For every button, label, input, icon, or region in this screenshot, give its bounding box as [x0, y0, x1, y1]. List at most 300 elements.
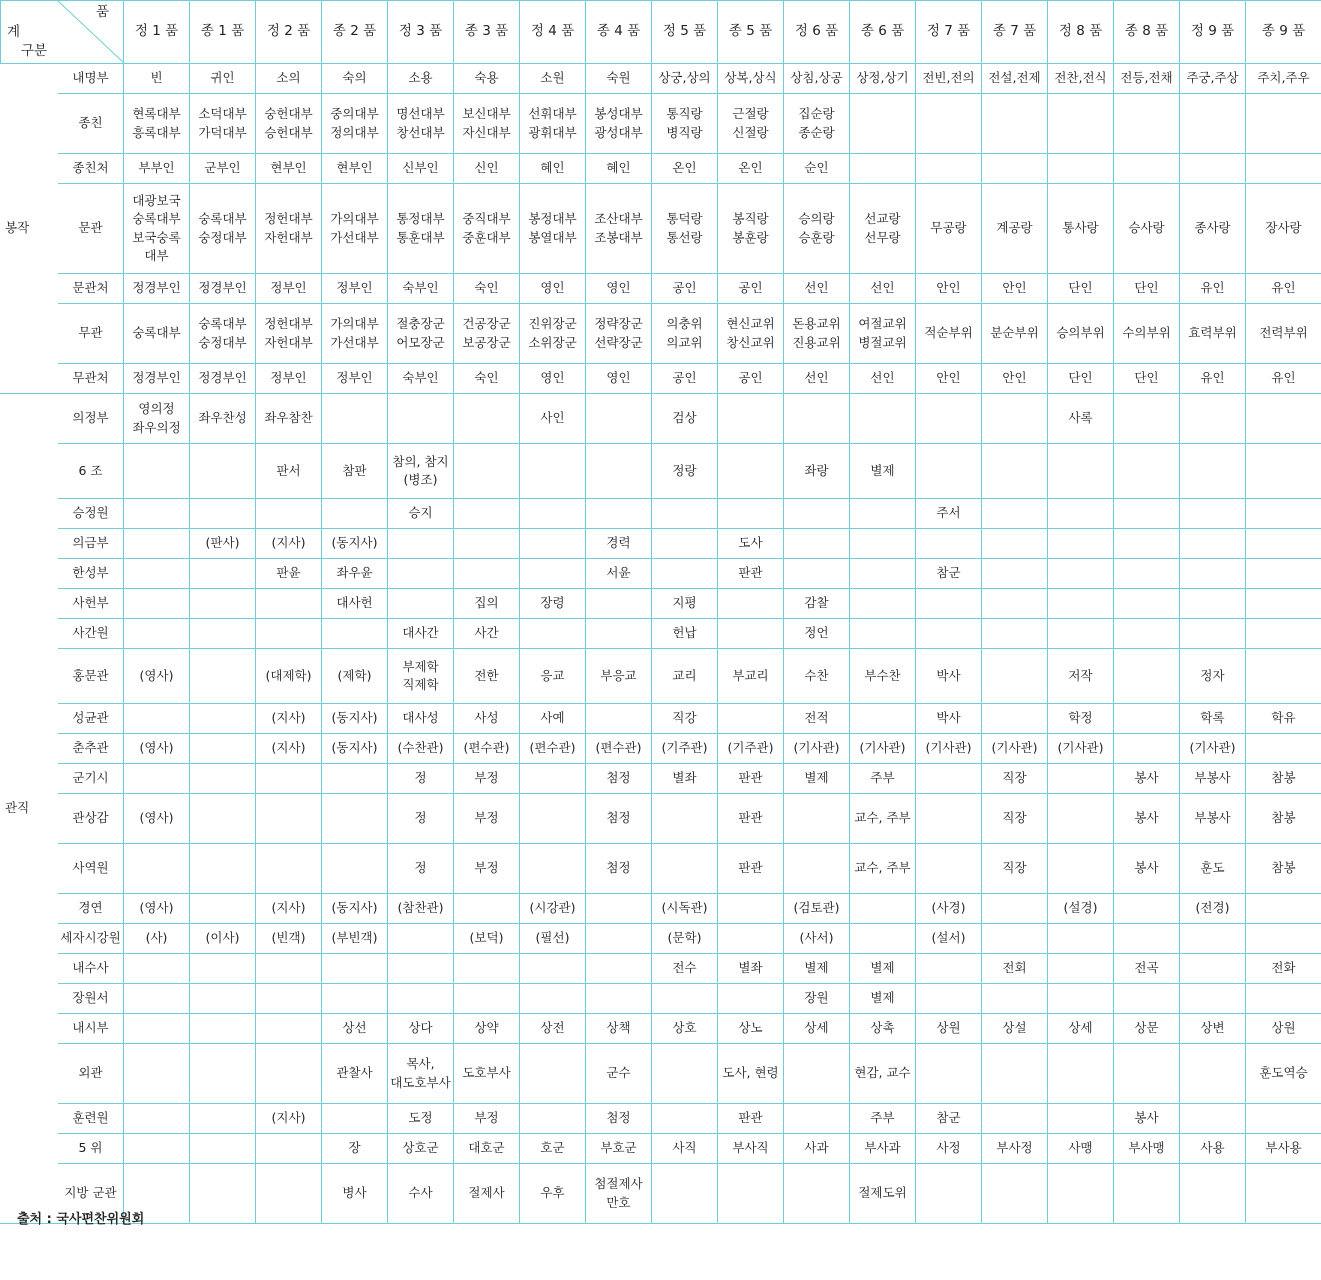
table-cell [190, 794, 256, 844]
table-cell: 좌랑 [784, 444, 850, 499]
table-cell [1180, 559, 1246, 589]
table-cell [1180, 529, 1246, 559]
grade-header: 정 2 품 [256, 1, 322, 64]
row-label: 한성부 [58, 559, 124, 589]
table-cell: (기사관) [850, 734, 916, 764]
row-label: 지방 군관 [58, 1164, 124, 1224]
table-cell [256, 1134, 322, 1164]
table-cell [850, 529, 916, 559]
table-cell [124, 619, 190, 649]
table-cell: (기주관) [652, 734, 718, 764]
table-cell: 사예 [520, 704, 586, 734]
table-cell: 학록 [1180, 704, 1246, 734]
table-cell [190, 704, 256, 734]
table-cell: (지사) [256, 1104, 322, 1134]
table-cell: 주서 [916, 499, 982, 529]
table-cell: 전수 [652, 954, 718, 984]
table-cell [190, 444, 256, 499]
table-cell [124, 94, 190, 154]
cell-line: 병직랑 [666, 124, 703, 140]
row-label: 사헌부 [58, 589, 124, 619]
table-cell [322, 499, 388, 529]
table-cell [1246, 444, 1321, 499]
table-cell: 판윤 [256, 559, 322, 589]
cell-line: 숭정대부 [198, 229, 247, 245]
table-cell [1246, 154, 1321, 184]
table-cell: 상세 [784, 1014, 850, 1044]
table-cell [850, 304, 916, 364]
table-cell: 공인 [652, 274, 718, 304]
table-cell [322, 1104, 388, 1134]
table-cell [1180, 1044, 1246, 1104]
table-cell: (기사관) [1048, 734, 1114, 764]
row-label: 의정부 [58, 394, 124, 444]
table-cell: 사성 [454, 704, 520, 734]
table-cell: 정경부인 [190, 364, 256, 394]
table-cell: 군부인 [190, 154, 256, 184]
table-cell: 숙의 [322, 64, 388, 94]
table-row [1, 984, 1321, 1014]
table-cell: 혜인 [520, 154, 586, 184]
table-cell [1048, 844, 1114, 894]
cell-line: 봉직랑 [732, 211, 769, 227]
table-row [1, 64, 1321, 94]
table-cell [586, 1164, 652, 1224]
cell-line: 통직랑 [666, 106, 703, 122]
table-cell [520, 304, 586, 364]
cell-line: 병절교위 [858, 334, 907, 350]
table-cell: 정자 [1180, 649, 1246, 704]
table-cell: 좌우윤 [322, 559, 388, 589]
table-cell: 영인 [586, 364, 652, 394]
table-cell [982, 1044, 1048, 1104]
table-cell: 전찬,전식 [1048, 64, 1114, 94]
table-cell [982, 499, 1048, 529]
table-cell: 좌우참찬 [256, 394, 322, 444]
table-cell: 직강 [652, 704, 718, 734]
table-cell: 소원 [520, 64, 586, 94]
table-cell: 첨정 [586, 794, 652, 844]
table-cell: 지평 [652, 589, 718, 619]
table-cell: 정 [388, 844, 454, 894]
table-cell [784, 1104, 850, 1134]
table-cell: (시독관) [652, 894, 718, 924]
cell-line: 정헌대부 [264, 316, 313, 332]
table-cell [586, 894, 652, 924]
table-cell [982, 894, 1048, 924]
table-cell [1180, 954, 1246, 984]
cell-line: 가의대부 [330, 211, 379, 227]
table-cell [1048, 984, 1114, 1014]
grade-header: 종 1 품 [190, 1, 256, 64]
table-cell: 판관 [718, 844, 784, 894]
table-cell [190, 984, 256, 1014]
grade-header: 정 6 품 [784, 1, 850, 64]
table-cell [1180, 619, 1246, 649]
table-cell: 장원 [784, 984, 850, 1014]
table-cell [718, 589, 784, 619]
table-row [1, 1134, 1321, 1164]
table-cell: 영인 [520, 274, 586, 304]
table-cell [1180, 1104, 1246, 1134]
table-cell: 직장 [982, 794, 1048, 844]
table-cell [916, 1044, 982, 1104]
table-row [1, 844, 1321, 894]
table-cell [1048, 619, 1114, 649]
table-cell: (빈객) [256, 924, 322, 954]
table-cell [982, 589, 1048, 619]
cell-line: 진용교위 [792, 334, 841, 350]
table-cell [190, 184, 256, 274]
table-cell: 우후 [520, 1164, 586, 1224]
table-cell [850, 894, 916, 924]
table-cell: 교리 [652, 649, 718, 704]
table-cell: 현부인 [256, 154, 322, 184]
table-cell: 계공랑 [982, 184, 1048, 274]
table-cell [982, 529, 1048, 559]
table-cell [784, 184, 850, 274]
table-cell [652, 1164, 718, 1224]
table-cell: 전력부위 [1246, 304, 1321, 364]
table-cell: 첨정 [586, 764, 652, 794]
table-cell: 현부인 [322, 154, 388, 184]
table-cell [850, 704, 916, 734]
table-cell [982, 984, 1048, 1014]
table-cell [1048, 589, 1114, 619]
table-cell: 선인 [784, 274, 850, 304]
table-cell [916, 589, 982, 619]
cell-line: 돈용교위 [792, 316, 841, 332]
table-cell: 서윤 [586, 559, 652, 589]
table-cell [784, 794, 850, 844]
table-cell: 직장 [982, 764, 1048, 794]
table-cell: 분순부위 [982, 304, 1048, 364]
cell-line: 소위장군 [528, 334, 577, 350]
table-cell [982, 1104, 1048, 1134]
table-cell [916, 444, 982, 499]
table-cell: (동지사) [322, 734, 388, 764]
table-cell: (기사관) [1180, 734, 1246, 764]
table-cell: 판관 [718, 1104, 784, 1134]
row-label: 세자시강원 [58, 924, 124, 954]
table-cell [388, 954, 454, 984]
table-cell: 승사랑 [1114, 184, 1180, 274]
table-row [1, 499, 1321, 529]
table-cell [454, 94, 520, 154]
table-cell: 정랑 [652, 444, 718, 499]
table-cell [322, 844, 388, 894]
cell-line: 보공장군 [462, 334, 511, 350]
table-cell: 전회 [982, 954, 1048, 984]
table-cell: (지사) [256, 704, 322, 734]
table-cell: 소용 [388, 64, 454, 94]
table-cell: 신부인 [388, 154, 454, 184]
table-cell: 관찰사 [322, 1044, 388, 1104]
table-cell [454, 444, 520, 499]
table-cell [784, 529, 850, 559]
table-cell: 부봉사 [1180, 794, 1246, 844]
table-cell: 유인 [1180, 364, 1246, 394]
table-cell [1114, 704, 1180, 734]
table-cell [718, 184, 784, 274]
table-cell [1048, 94, 1114, 154]
table-row [1, 154, 1321, 184]
table-cell: 상궁,상의 [652, 64, 718, 94]
cell-line: 창선대부 [396, 124, 445, 140]
corner-header [1, 1, 124, 64]
cell-line: 승훈랑 [798, 229, 835, 245]
table-row [1, 184, 1321, 274]
table-cell: (전경) [1180, 894, 1246, 924]
grade-header: 종 3 품 [454, 1, 520, 64]
table-cell: 영인 [586, 274, 652, 304]
table-cell [454, 954, 520, 984]
table-row [1, 1044, 1321, 1104]
table-cell: (설서) [916, 924, 982, 954]
table-cell [652, 499, 718, 529]
table-cell: 대호군 [454, 1134, 520, 1164]
table-cell [256, 304, 322, 364]
table-cell [652, 184, 718, 274]
table-cell: (참찬관) [388, 894, 454, 924]
grade-header: 종 2 품 [322, 1, 388, 64]
grade-header: 정 8 품 [1048, 1, 1114, 64]
table-cell [1048, 924, 1114, 954]
table-cell: 상정,상기 [850, 64, 916, 94]
table-cell: 목사, 대도호부사 [388, 1044, 454, 1104]
table-cell: 사용 [1180, 1134, 1246, 1164]
cell-line: 통훈대부 [396, 229, 445, 245]
table-cell [1048, 1044, 1114, 1104]
table-cell: 판관 [718, 794, 784, 844]
table-cell [1246, 94, 1321, 154]
table-cell [520, 529, 586, 559]
cell-line: 숭정대부 [198, 334, 247, 350]
table-cell: 정언 [784, 619, 850, 649]
table-cell [850, 154, 916, 184]
table-cell [124, 499, 190, 529]
table-cell [1180, 394, 1246, 444]
table-cell [520, 184, 586, 274]
table-cell: 훈도역승 [1246, 1044, 1321, 1104]
cell-line: 조봉대부 [594, 229, 643, 245]
table-cell [982, 619, 1048, 649]
cell-line: 좌우의정 [132, 419, 181, 435]
table-cell: 별좌 [652, 764, 718, 794]
table-cell: 숙부인 [388, 364, 454, 394]
table-cell [1246, 589, 1321, 619]
table-cell [652, 1104, 718, 1134]
table-cell [1114, 94, 1180, 154]
corner-left-top-label: 계 [7, 24, 21, 40]
table-cell: 부사용 [1246, 1134, 1321, 1164]
table-cell [1180, 444, 1246, 499]
cell-line: 보신대부 [462, 106, 511, 122]
table-cell [520, 94, 586, 154]
table-cell: 상노 [718, 1014, 784, 1044]
table-cell [388, 529, 454, 559]
cell-line: 가선대부 [330, 229, 379, 245]
table-cell: (동지사) [322, 704, 388, 734]
table-cell: 전설,전제 [982, 64, 1048, 94]
grade-header: 정 3 품 [388, 1, 454, 64]
table-cell: 효력부위 [1180, 304, 1246, 364]
table-cell: 부정 [454, 764, 520, 794]
table-cell [124, 1104, 190, 1134]
grade-header: 종 4 품 [586, 1, 652, 64]
table-cell [388, 924, 454, 954]
cell-line: 만호 [606, 1194, 631, 1210]
cell-line: 선휘대부 [528, 106, 577, 122]
table-row [1, 1104, 1321, 1134]
table-cell [1180, 924, 1246, 954]
table-cell [1048, 154, 1114, 184]
corner-top-label: 품 [95, 4, 109, 20]
table-cell [784, 499, 850, 529]
table-cell [190, 844, 256, 894]
table-cell [1048, 1104, 1114, 1134]
table-row [1, 954, 1321, 984]
row-label: 종친처 [58, 154, 124, 184]
table-cell [916, 94, 982, 154]
table-cell [1180, 1164, 1246, 1224]
table-cell [388, 304, 454, 364]
table-cell: 공인 [718, 364, 784, 394]
table-cell [718, 984, 784, 1014]
table-cell: 부사맹 [1114, 1134, 1180, 1164]
table-cell [718, 444, 784, 499]
cell-line: 봉정대부 [528, 211, 577, 227]
table-cell: 상원 [1246, 1014, 1321, 1044]
table-cell [256, 794, 322, 844]
table-cell: (영사) [124, 894, 190, 924]
cell-line: 통덕랑 [666, 211, 703, 227]
cell-line: 조산대부 [594, 211, 643, 227]
table-cell [1048, 794, 1114, 844]
table-cell: 승의부위 [1048, 304, 1114, 364]
table-cell [520, 844, 586, 894]
table-cell [1114, 649, 1180, 704]
table-cell [124, 559, 190, 589]
table-cell [1048, 764, 1114, 794]
table-cell: (편수관) [520, 734, 586, 764]
table-cell [520, 619, 586, 649]
cell-line: 봉성대부 [594, 106, 643, 122]
table-cell [520, 954, 586, 984]
table-cell [586, 94, 652, 154]
table-cell [784, 304, 850, 364]
table-cell [1114, 499, 1180, 529]
table-cell: 참봉 [1246, 794, 1321, 844]
table-cell [586, 444, 652, 499]
table-cell [190, 649, 256, 704]
table-cell: 부봉사 [1180, 764, 1246, 794]
table-cell [718, 619, 784, 649]
table-cell [916, 844, 982, 894]
table-cell [916, 764, 982, 794]
table-cell: 별제 [850, 444, 916, 499]
table-cell [256, 984, 322, 1014]
table-cell [850, 589, 916, 619]
table-cell: 사직 [652, 1134, 718, 1164]
table-cell: 정부인 [322, 274, 388, 304]
table-cell: (동지사) [322, 529, 388, 559]
table-cell [256, 619, 322, 649]
table-cell [1114, 589, 1180, 619]
table-cell: 봉사 [1114, 794, 1180, 844]
table-cell [256, 844, 322, 894]
table-cell: 부정 [454, 1104, 520, 1134]
grade-header: 정 7 품 [916, 1, 982, 64]
row-label: 6 조 [58, 444, 124, 499]
table-cell [982, 444, 1048, 499]
table-cell: 사과 [784, 1134, 850, 1164]
table-cell [1114, 1044, 1180, 1104]
row-label: 문관 [58, 184, 124, 274]
cell-line: 여절교위 [858, 316, 907, 332]
table-cell: 부사과 [850, 1134, 916, 1164]
table-cell: 별제 [784, 764, 850, 794]
table-cell: 신인 [454, 154, 520, 184]
table-cell: 장령 [520, 589, 586, 619]
table-cell [652, 1044, 718, 1104]
table-cell [784, 1044, 850, 1104]
table-row [1, 894, 1321, 924]
table-cell [124, 704, 190, 734]
row-label: 관상감 [58, 794, 124, 844]
table-cell: 상문 [1114, 1014, 1180, 1044]
table-cell [784, 844, 850, 894]
table-cell: 부부인 [124, 154, 190, 184]
table-cell [322, 619, 388, 649]
table-cell: (설경) [1048, 894, 1114, 924]
table-cell [1246, 734, 1321, 764]
cell-line: 숭록대부 [132, 211, 181, 227]
table-cell: 헌납 [652, 619, 718, 649]
table-cell [718, 924, 784, 954]
cell-line: 중직대부 [462, 211, 511, 227]
table-cell: (영사) [124, 794, 190, 844]
table-cell: 정경부인 [124, 274, 190, 304]
table-cell [322, 764, 388, 794]
table-cell: (보덕) [454, 924, 520, 954]
table-cell [256, 589, 322, 619]
table-cell [322, 794, 388, 844]
table-cell [124, 1044, 190, 1104]
table-cell [520, 444, 586, 499]
row-label: 무관 [58, 304, 124, 364]
table-cell: 감찰 [784, 589, 850, 619]
row-label: 내시부 [58, 1014, 124, 1044]
table-cell: 사간 [454, 619, 520, 649]
cell-line: 중훈대부 [462, 229, 511, 245]
table-cell: 참군 [916, 559, 982, 589]
grade-header: 종 6 품 [850, 1, 916, 64]
row-label: 장원서 [58, 984, 124, 1014]
table-cell [784, 559, 850, 589]
table-cell: 상다 [388, 1014, 454, 1044]
row-label: 군기시 [58, 764, 124, 794]
table-cell: 상변 [1180, 1014, 1246, 1044]
table-cell [124, 589, 190, 619]
table-cell: 봉사 [1114, 1104, 1180, 1134]
cell-line: 부제학 [402, 658, 439, 674]
table-row [1, 1164, 1321, 1224]
table-cell [1114, 734, 1180, 764]
table-cell: (동지사) [322, 894, 388, 924]
table-cell [190, 734, 256, 764]
table-cell: 주궁,주상 [1180, 64, 1246, 94]
